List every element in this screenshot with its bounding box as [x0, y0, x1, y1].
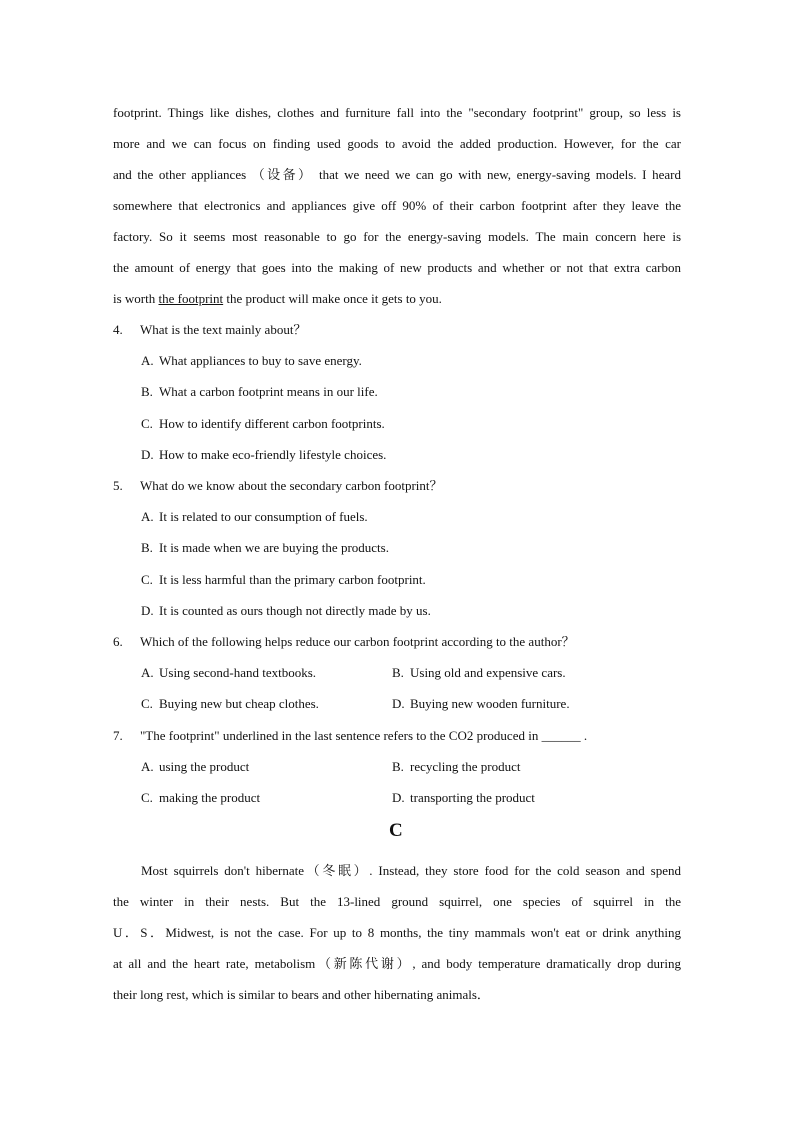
option-text: making the product	[159, 790, 261, 805]
option-7d[interactable]	[392, 782, 535, 813]
passage-last-line	[113, 283, 681, 314]
passage-line: the winter in their nests. But the 13-lined ground squirrel, one species of squirrel in the	[113, 894, 681, 909]
option-6a[interactable]	[141, 657, 316, 688]
option-text: It is counted as ours though not directly made by us.	[159, 603, 431, 618]
option-letter: C.	[141, 790, 153, 805]
option-text: It is made when we are buying the products.	[159, 540, 389, 555]
option-7b[interactable]	[392, 751, 520, 782]
section-c-heading: C	[389, 820, 403, 841]
question-number: 7.	[113, 728, 123, 743]
passage-line: footprint. Things like dishes, clothes and furniture fall into the "secondary footprint" group, so less is	[113, 105, 681, 120]
option-text: transporting the product	[410, 790, 535, 805]
option-letter: C.	[141, 416, 153, 431]
option-7c[interactable]	[141, 782, 260, 813]
option-text: What a carbon footprint means in our life.	[159, 384, 378, 399]
option-text: It is related to our consumption of fuels.	[159, 509, 368, 524]
question-7	[113, 720, 587, 751]
option-text: Buying new wooden furniture.	[410, 696, 570, 711]
option-text: How to identify different carbon footprints.	[159, 416, 385, 431]
passage-line: U．S．Midwest, is not the case. For up to 8 months, the tiny mammals won't eat or drink anything	[113, 925, 681, 940]
passage-line: and the other appliances （设备） that we need we can go with new, energy-saving models. I heard	[113, 167, 681, 182]
option-letter: B.	[141, 384, 153, 399]
option-text: using the product	[159, 759, 250, 774]
option-text: recycling the product	[410, 759, 521, 774]
question-number: 4.	[113, 322, 123, 337]
option-text: Buying new but cheap clothes.	[159, 696, 319, 711]
option-letter: B.	[392, 665, 404, 680]
option-letter: A.	[141, 509, 154, 524]
option-letter: D.	[392, 696, 405, 711]
option-letter: D.	[392, 790, 405, 805]
passage-line: more and we can focus on finding used goods to avoid the added production. However, for the car	[113, 136, 681, 151]
question-number: 5.	[113, 478, 123, 493]
option-letter: D.	[141, 447, 154, 462]
option-5a[interactable]	[141, 501, 368, 532]
question-text: What do we know about the secondary carbon footprint？	[140, 478, 443, 493]
question-text: Which of the following helps reduce our carbon footprint according to the author？	[140, 634, 575, 649]
option-letter: A.	[141, 665, 154, 680]
option-letter: C.	[141, 572, 153, 587]
option-letter: D.	[141, 603, 154, 618]
passage-b-paragraph	[113, 97, 681, 314]
question-text: What is the text mainly about？	[140, 322, 307, 337]
option-4c[interactable]	[141, 408, 385, 439]
option-letter: B.	[141, 540, 153, 555]
option-5b[interactable]	[141, 532, 389, 563]
option-text: It is less harmful than the primary carbon footprint.	[159, 572, 426, 587]
option-5c[interactable]	[141, 564, 426, 595]
option-letter: A.	[141, 353, 154, 368]
option-7a[interactable]	[141, 751, 249, 782]
passage-line: the amount of energy that goes into the making of new products and whether or not that extra carbon	[113, 260, 681, 275]
passage-line: somewhere that electronics and appliances give off 90% of their carbon footprint after they leave the	[113, 198, 681, 213]
passage-text: is worth	[113, 291, 159, 306]
question-text: "The footprint" underlined in the last sentence refers to the CO2 produced in ______ .	[140, 728, 588, 743]
option-4b[interactable]	[141, 376, 378, 407]
passage-text: the product will make once it gets to you.	[223, 291, 442, 306]
option-6d[interactable]	[392, 688, 570, 719]
option-5d[interactable]	[141, 595, 431, 626]
question-number: 6.	[113, 634, 123, 649]
option-text: Using old and expensive cars.	[410, 665, 566, 680]
option-6c[interactable]	[141, 688, 319, 719]
question-4	[113, 314, 306, 345]
option-6b[interactable]	[392, 657, 566, 688]
option-4d[interactable]	[141, 439, 386, 470]
option-4a[interactable]	[141, 345, 362, 376]
option-text: Using second-hand textbooks.	[159, 665, 317, 680]
question-5	[113, 470, 443, 501]
underlined-phrase: the footprint	[158, 291, 224, 306]
question-6	[113, 626, 575, 657]
option-text: What appliances to buy to save energy.	[159, 353, 362, 368]
passage-line: factory. So it seems most reasonable to go for the energy-saving models. The main concern here is	[113, 229, 681, 244]
option-letter: C.	[141, 696, 153, 711]
passage-line: Most squirrels don't hibernate（冬眠）. Instead, they store food for the cold season and spend	[141, 863, 681, 878]
option-text: How to make eco-friendly lifestyle choices.	[159, 447, 387, 462]
passage-line: their long rest, which is similar to bears and other hibernating animals．	[113, 987, 490, 1002]
passage-c-paragraph	[113, 855, 681, 1010]
option-letter: A.	[141, 759, 154, 774]
option-letter: B.	[392, 759, 404, 774]
passage-line: at all and the heart rate, metabolism（新陈代谢）, and body temperature dramatically drop during	[113, 956, 681, 971]
